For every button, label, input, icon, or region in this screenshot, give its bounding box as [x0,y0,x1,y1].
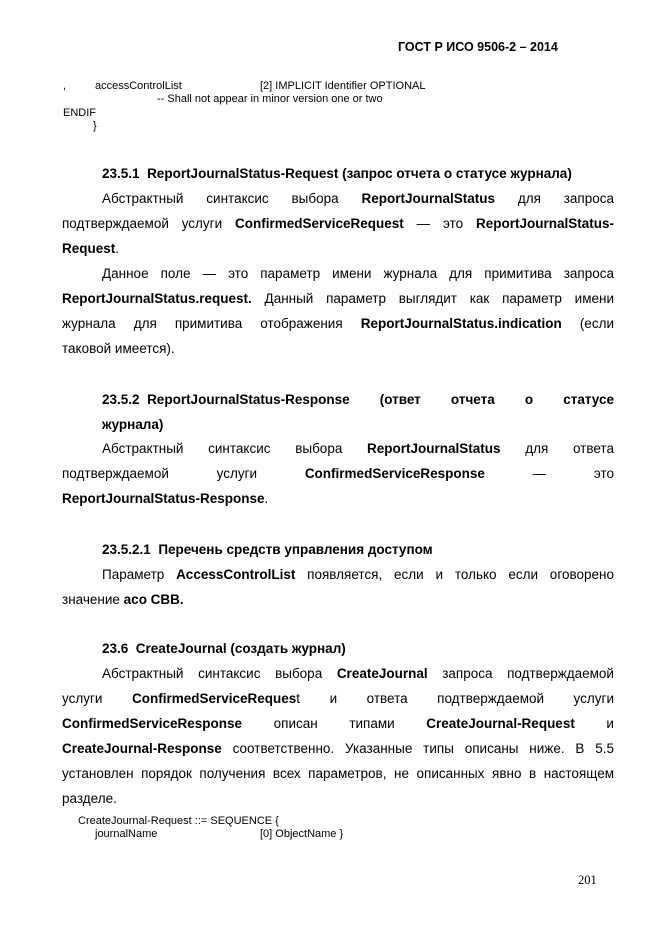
section-heading-23-5-2: 23.5.2 ReportJournalStatus-Response (ответ отчета о статусе [102,392,614,407]
section-title: Перечень средств управления доступом [158,542,433,557]
code-field-type: [2] IMPLICIT Identifier OPTIONAL [260,80,426,92]
document-header: ГОСТ Р ИСО 9506-2 – 2014 [398,40,558,54]
paragraph-23-5-1-syntax: Абстрактный синтаксис выбора ReportJournalStatus для запроса подтверждаемой услуги ConfirmedServiceRequest — это ReportJournalStatus- Request. [62,191,614,256]
section-number: 23.6 [102,641,129,656]
section-heading-23-5-2-cont: журнала) [102,417,164,432]
code-field-name: accessControlList [95,80,182,92]
code-comment: -- Shall not appear in minor version one or two [157,93,383,105]
section-heading-23-5-2-1 [102,542,433,557]
code-comma: , [63,80,67,92]
page-number: 201 [578,873,597,887]
section-heading-23-5-1 [102,166,572,181]
section-number: 23.5.2 [102,392,140,407]
code-field-type: [0] ObjectName } [260,828,344,840]
paragraph-23-5-2-1: Параметр AccessControlList появляется, если и только если оговорено значение aco CBB. [62,567,614,607]
code-brace: } [93,120,97,132]
section-number: 23.5.2.1 [102,542,151,557]
paragraph-23-5-2-syntax: Абстрактный синтаксис выбора ReportJournalStatus для ответа подтверждаемой услуги ConfirmedServiceResponse — это ReportJournalStatus-Response. [62,441,614,506]
section-number: 23.5.1 [102,166,140,181]
code-field-name: journalName [95,828,158,840]
code-endif: ENDIF [63,107,96,119]
paragraph-23-6: Абстрактный синтаксис выбора CreateJournal запроса подтверждаемой услуги ConfirmedServiceRequest и ответа подтверждаемой услуги ConfirmedServiceResponse описан типами CreateJournal-Request и CreateJournal-Response соответственно. Указанные типы описаны ниже. В 5.5 установлен порядок получения всех параметров, не описанных явно в настоящем разделе. [62,666,614,806]
section-title: CreateJournal [135,641,227,656]
section-heading-23-6: 23.6 CreateJournal (создать журнал) [102,641,346,656]
section-title: ReportJournalStatus-Request (запрос отчета о статусе журнала) [147,166,572,181]
code-sequence-line: CreateJournal-Request ::= SEQUENCE { [78,815,279,827]
paragraph-23-5-1-field: Данное поле — это параметр имени журнала для примитива запроса ReportJournalStatus.request. Данный параметр выглядит как параметр имени журнала для примитива отображения ReportJournalStatus.indication (если таковой имеется). [62,266,614,356]
